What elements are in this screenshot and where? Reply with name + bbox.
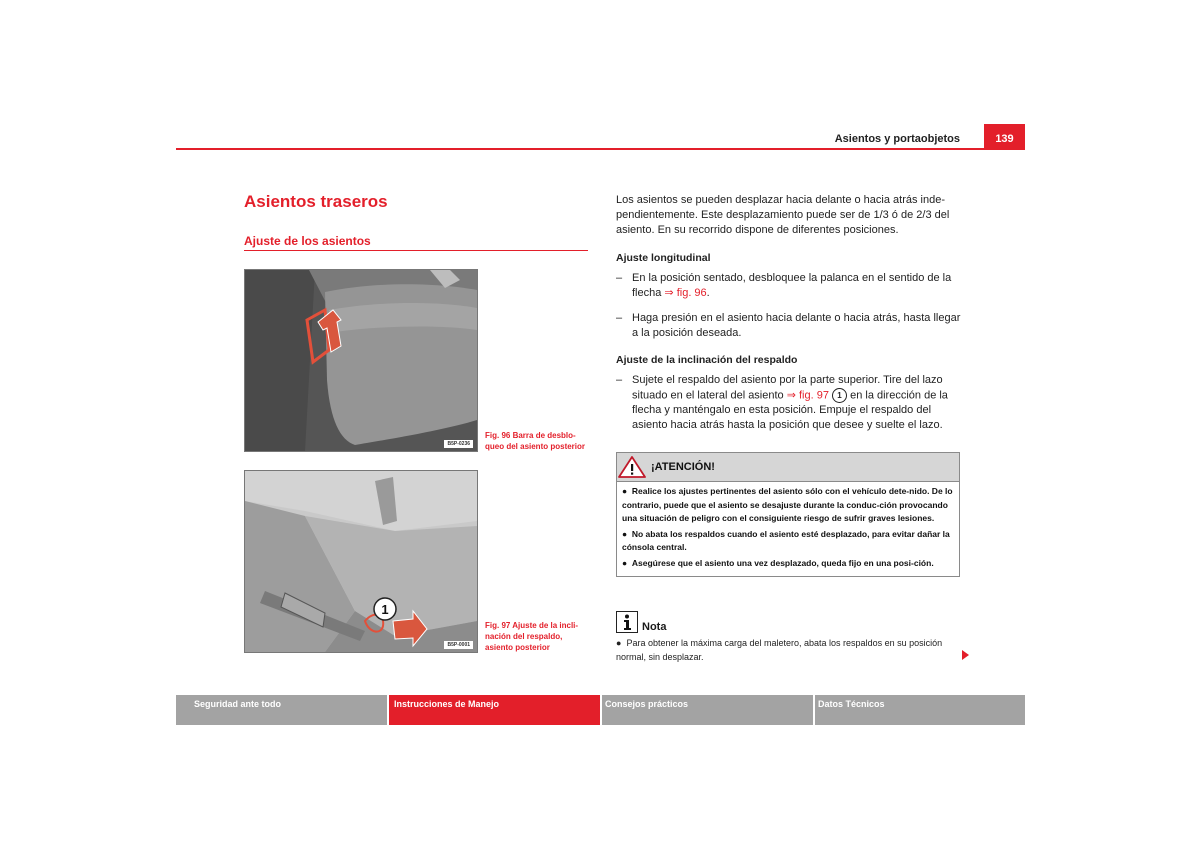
list-item (616, 271, 961, 301)
dash-bullet: – (616, 272, 623, 284)
list-item-body: En la posición sentado, desbloquee la palanca en el sentido de la flecha (632, 272, 952, 299)
warning-item: ● Asegúrese que el asiento una vez desplazado, queda fijo en una posi-ción. (622, 557, 934, 568)
list-item-text: En la posición sentado, desbloquee la palanca en el sentido de la flecha ⇒ fig. 96. (632, 272, 952, 299)
caption-line: Fig. 97 Ajuste de la incli- (485, 621, 579, 630)
caption-line: queo del asiento posterior (485, 442, 586, 451)
figure-97-caption (485, 620, 595, 653)
figure-reference-link[interactable]: ⇒ fig. 97 (786, 389, 829, 402)
intro-paragraph (616, 193, 961, 238)
warning-header (617, 453, 959, 482)
figure-97-image (244, 470, 478, 653)
warning-item-text: No abata los respaldos cuando el asiento esté desplazado, para evitar dañar la cónsola central. (622, 528, 950, 552)
footer-tab-operating-instructions[interactable]: Instrucciones de Manejo (389, 695, 600, 725)
list-item-text: Haga presión en el asiento hacia delante o hacia atrás, hasta llegar a la posición deseada. (632, 312, 961, 339)
list-item (616, 373, 961, 433)
list-item (616, 311, 961, 341)
caption-line: asiento posterior (485, 643, 550, 652)
figure-96-caption (485, 430, 595, 452)
figure-97-marker: 1 (381, 602, 389, 617)
callout-marker: 1 (832, 388, 847, 403)
footer-tab-technical-data[interactable]: Datos Técnicos (815, 695, 1025, 725)
note-title: Nota (642, 621, 667, 633)
incline-adjust-heading: Ajuste de la inclinación del respaldo (616, 354, 798, 366)
page-title: Asientos traseros (244, 192, 388, 211)
warning-item: ● Realice los ajustes pertinentes del asiento sólo con el vehículo dete-nido. De lo contrario, puede que el asiento se desajuste durante la conduc-ción provocando una situación de peligro con el consiguiente riesgo de sufrir graves lesiones. (622, 486, 953, 523)
running-header-title: Asientos y portaobjetos (834, 133, 960, 145)
dash-bullet: – (616, 374, 623, 386)
footer-tab-safety[interactable]: Seguridad ante todo (176, 695, 387, 725)
info-icon (616, 611, 638, 633)
warning-item: ● No abata los respaldos cuando el asiento esté desplazado, para evitar dañar la cónsola central. (622, 528, 950, 552)
footer-tab-practical-tips[interactable]: Consejos prácticos (602, 695, 813, 725)
warning-body (617, 482, 959, 576)
note-header (616, 611, 666, 633)
warning-item-text: Realice los ajustes pertinentes del asiento sólo con el vehículo dete-nido. De lo contrario, puede que el asiento se desajuste durante la conduc-ción provocando una situación de peligro con el consiguiente riesgo de sufrir graves lesiones. (622, 486, 953, 523)
warning-box (616, 452, 960, 577)
warning-triangle-icon (617, 455, 651, 479)
long-adjust-heading: Ajuste longitudinal (616, 252, 711, 264)
caption-line: nación del respaldo, (485, 632, 563, 641)
warning-title: ¡ATENCIÓN! (651, 461, 715, 473)
warning-item-text: Asegúrese que el asiento una vez desplazado, queda fijo en una posi-ción. (631, 557, 934, 568)
continue-arrow-icon (962, 650, 969, 660)
figure-96-image (244, 269, 478, 452)
note-body: ● Para obtener la máxima carga del maletero, abata los respaldos en su posición normal, sin desplazar. (616, 638, 943, 662)
list-item-body: Sujete el respaldo del asiento por la parte superior. Tire del lazo situado en el lateral del asiento (632, 374, 943, 402)
figure-code: B5P-0001 (444, 641, 473, 649)
section-subtitle: Ajuste de los asientos (244, 234, 371, 248)
incline-adjust-section (616, 353, 961, 433)
figure-reference-link[interactable]: ⇒ fig. 96 (664, 287, 707, 299)
header-rule (176, 148, 984, 150)
subtitle-rule (244, 250, 588, 251)
page-number: 139 (984, 124, 1025, 150)
dash-bullet: – (616, 312, 623, 324)
list-item-text (632, 373, 961, 433)
note-text: Para obtener la máxima carga del maletero, abata los respaldos en su posición normal, sin desplazar. (616, 638, 943, 662)
list-item-body: en la dirección de la flecha y manténgalo en esta posición. Empuje el respaldo del asiento hacia atrás hasta la posición que desee y suelte el lazo. (632, 389, 948, 432)
caption-line: Fig. 96 Barra de desblo- (485, 431, 576, 440)
long-adjust-section (616, 251, 961, 341)
intro-text: Los asientos se pueden desplazar hacia delante o hacia atrás inde-pendientemente. Este desplazamiento puede ser de 1/3 ó de 2/3 del asiento. En su recorrido dispone de diferentes posiciones. (616, 194, 950, 236)
figure-code: B5P-0236 (444, 440, 473, 448)
